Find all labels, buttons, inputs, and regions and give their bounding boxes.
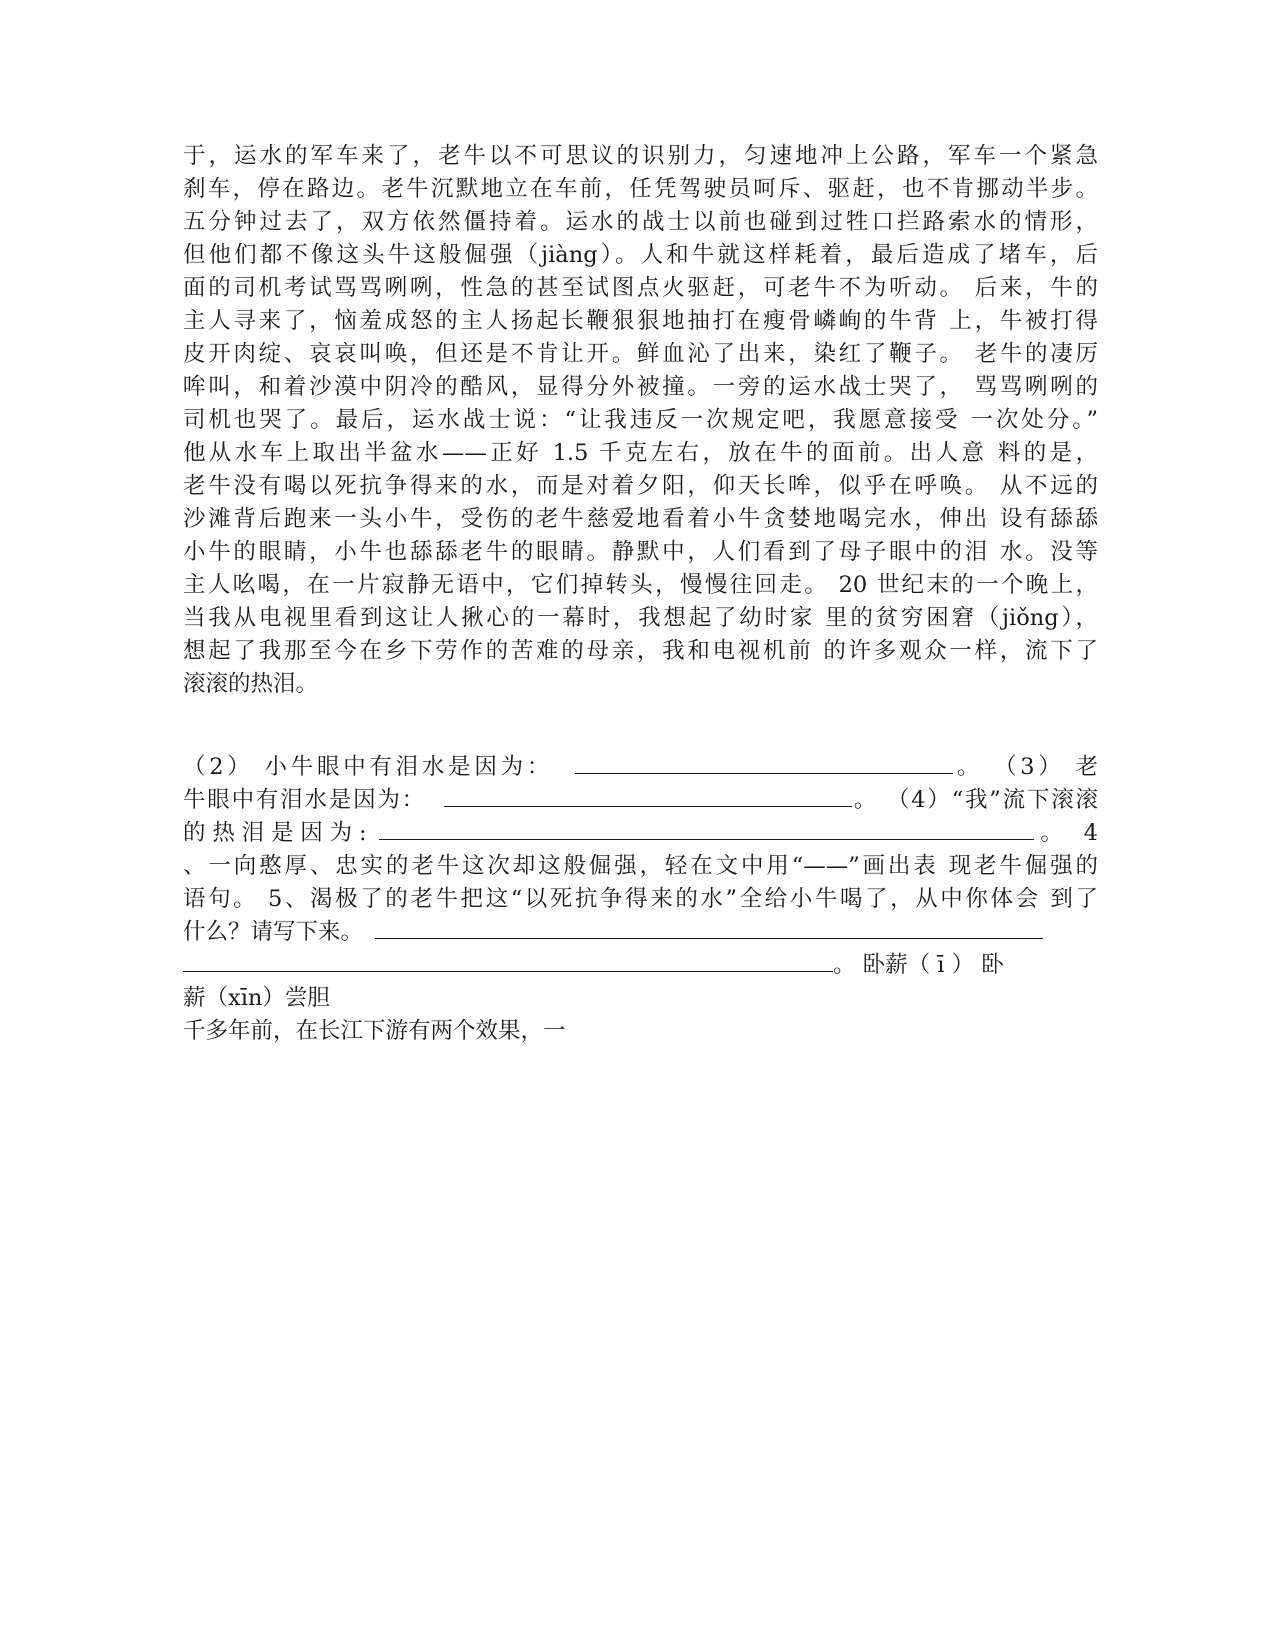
answer-blank-3[interactable]	[444, 784, 852, 807]
question-4-text: 的热泪是因为:	[183, 820, 367, 846]
passage-line: 皮开肉绽、哀哀叫唤，但还是不肯让开。鲜血沁了出来，染红了鞭子。 老牛的凄厉	[183, 341, 1098, 367]
answer-blank-2[interactable]	[575, 751, 953, 774]
passage-line: 想起了我那至今在乡下劳作的苦难的母亲，我和电视机前 的许多观众一样，流下了	[183, 638, 1098, 664]
questions	[183, 751, 1098, 1048]
passage-line: 面的司机考试骂骂咧咧，性急的甚至试图点火驱赶，可老牛不为听动。 后来，牛的	[183, 275, 1098, 301]
passage-line: 老牛没有喝以死抗争得来的水，而是对着夕阳，仰天长哞，似乎在呼唤。 从不远的	[183, 473, 1098, 499]
question-4	[183, 817, 1098, 850]
passage-line: 沙滩背后跑来一头小牛，受伤的老牛慈爱地看着小牛贪婪地喝完水，伸出 设有舔舔	[183, 506, 1098, 532]
question-3-text: 牛眼中有泪水是因为：	[183, 787, 426, 813]
question-5-text: 什么？请写下来。	[183, 919, 364, 945]
passage-line: 哞叫，和着沙漠中阴冷的酷风，显得分外被撞。一旁的运水战士哭了， 骂骂咧咧的	[183, 374, 1098, 400]
question-2	[183, 751, 1098, 784]
question-5-end: 。 卧薪（ ī ） 卧	[833, 952, 1004, 978]
question-2-end: 。 （3） 老	[953, 754, 1098, 780]
question-2-text: （2） 小牛眼中有泪水是因为：	[183, 754, 554, 780]
question-4-body: 、一向憨厚、忠实的老牛这次却这般倔强，轻在文中用“——”画出表 现老牛倔强的	[183, 853, 1098, 879]
passage-line: 小牛的眼睛，小牛也舔舔老牛的眼睛。静默中，人们看到了母子眼中的泪 水。没等	[183, 539, 1098, 565]
next-story-title: 薪（xīn）尝胆	[183, 985, 330, 1011]
passage-line: 司机也哭了。最后，运水战士说：“让我违反一次规定吧，我愿意接受 一次处分。”	[183, 407, 1098, 433]
passage-line: 滚滚的热泪。	[183, 671, 319, 697]
question-5-continued	[183, 949, 1098, 982]
answer-blank-4[interactable]	[379, 817, 1034, 840]
answer-blank-5b[interactable]	[183, 949, 833, 972]
passage	[183, 140, 1098, 701]
passage-line: 刹车，停在路边。老牛沉默地立在车前，任凭驾驶员呵斥、驱赶，也不肯挪动半步。	[183, 176, 1098, 202]
passage-line: 当我从电视里看到这让人揪心的一幕时，我想起了幼时家 里的贫穷困窘（jiǒng），	[183, 605, 1098, 631]
next-story-line: 千多年前，在长江下游有两个效果，一	[183, 1018, 566, 1044]
question-3-end: 。 （4）“我”流下滚滚	[851, 787, 1098, 813]
question-5-body: 语句。 5、渴极了的老牛把这“以死抗争得来的水”全给小牛喝了，从中你体会 到了	[183, 886, 1098, 912]
question-3	[183, 784, 1098, 817]
answer-blank-5a[interactable]	[375, 916, 1043, 939]
passage-line: 于，运水的军车来了，老牛以不可思议的识别力，匀速地冲上公路，军车一个紧急	[183, 143, 1098, 169]
passage-line: 五分钟过去了，双方依然僵持着。运水的战士以前也碰到过牲口拦路索水的情形，	[183, 209, 1098, 235]
document-page	[183, 140, 1098, 1048]
question-5	[183, 916, 1098, 949]
paragraph-gap	[183, 701, 1098, 751]
passage-line: 主人寻来了，恼羞成怒的主人扬起长鞭狠狠地抽打在瘦骨嶙峋的牛背 上，牛被打得	[183, 308, 1098, 334]
passage-line: 他从水车上取出半盆水——正好 1.5 千克左右，放在牛的面前。出人意 料的是，	[183, 440, 1098, 466]
passage-line: 主人吆喝，在一片寂静无语中，它们掉转头，慢慢往回走。 20 世纪末的一个晚上，	[183, 572, 1098, 598]
question-4-end: 。 4	[1033, 820, 1098, 846]
passage-line: 但他们都不像这头牛这般倔强（jiàng）。人和牛就这样耗着，最后造成了堵车，后	[183, 242, 1098, 268]
